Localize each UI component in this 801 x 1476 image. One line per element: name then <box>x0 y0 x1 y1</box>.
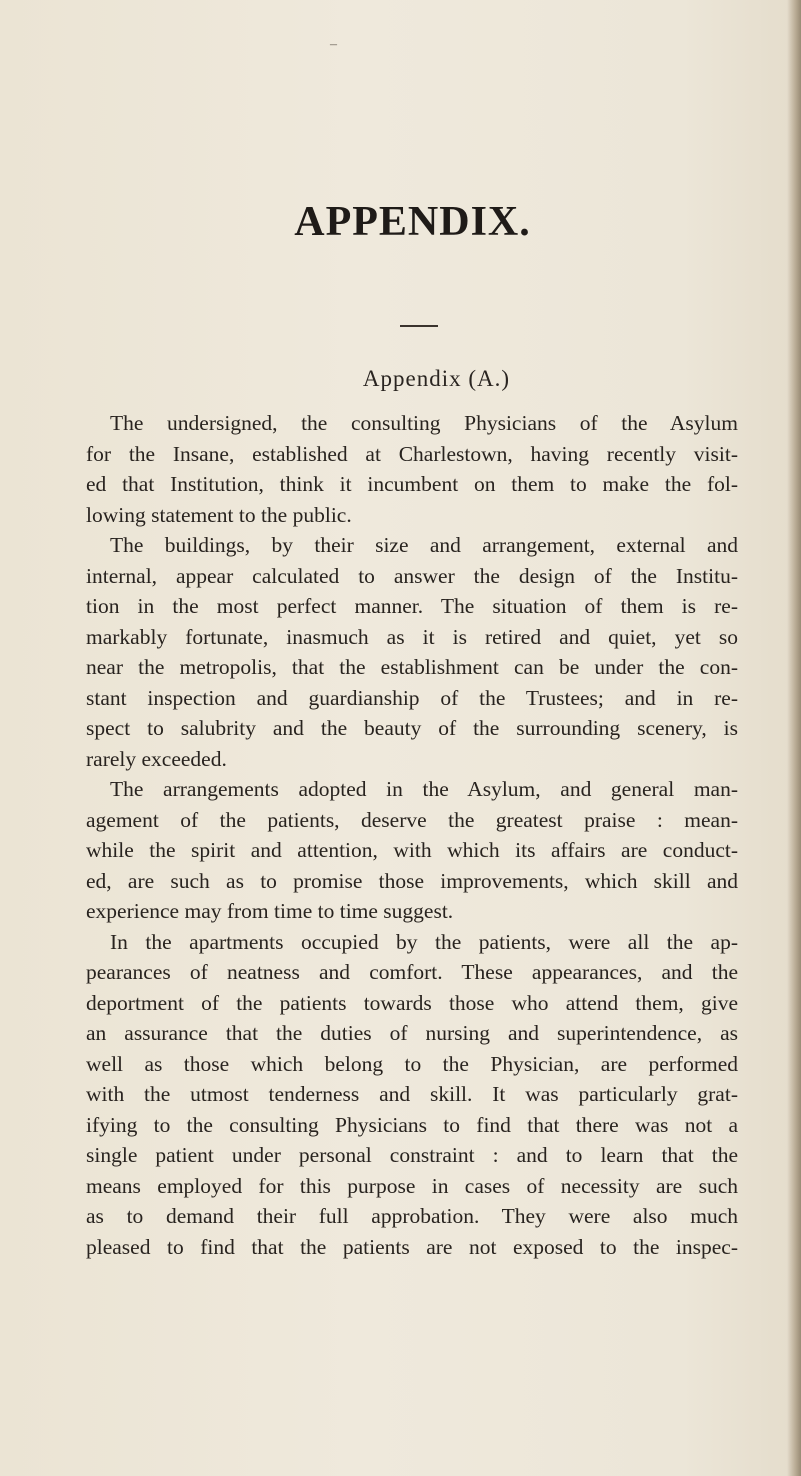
text-line: In the apartments occupied by the patients, were all the ap- <box>110 929 738 954</box>
text-line: means employed for this purpose in cases of necessity are such <box>86 1173 738 1198</box>
text-line: pearances of neatness and comfort. These appearances, and the <box>86 960 738 984</box>
text-line: agement of the patients, deserve the greatest praise : mean- <box>86 807 738 832</box>
body-text <box>86 408 738 1262</box>
text-line: The buildings, by their size and arrangement, external and <box>110 533 738 557</box>
text-line: tion in the most perfect manner. The situation of them is re- <box>86 594 738 618</box>
section-divider <box>400 325 438 327</box>
text-line: an assurance that the duties of nursing and superintendence, as <box>86 1021 738 1045</box>
text-line: The arrangements adopted in the Asylum, and general man- <box>110 777 738 801</box>
text-line: deportment of the patients towards those who attend them, give <box>86 990 738 1015</box>
text-line: The undersigned, the consulting Physicians of the Asylum <box>110 411 738 435</box>
text-line: ed, are such as to promise those improvements, which skill and <box>86 868 738 893</box>
text-line: for the Insane, established at Charlestown, having recently visit- <box>86 441 738 466</box>
text-line: experience may from time to time suggest. <box>86 899 454 923</box>
appendix-subheading: Appendix (A.) <box>362 366 511 391</box>
text-line: lowing statement to the public. <box>86 502 352 527</box>
text-line: rarely exceeded. <box>86 746 227 771</box>
text-line: spect to salubrity and the beauty of the surrounding scenery, is <box>86 716 738 740</box>
text-line: internal, appear calculated to answer the design of the Institu- <box>86 563 738 588</box>
page-heading: APPENDIX. <box>294 199 531 245</box>
text-line: ifying to the consulting Physicians to find that there was not a <box>86 1112 738 1137</box>
text-line: single patient under personal constraint : and to learn that the <box>86 1143 738 1167</box>
text-line: stant inspection and guardianship of the Trustees; and in re- <box>86 685 738 710</box>
text-line: well as those which belong to the Physician, are performed <box>86 1051 738 1076</box>
text-line: as to demand their full approbation. They were also much <box>86 1204 738 1228</box>
text-line: with the utmost tenderness and skill. It was particularly grat- <box>86 1082 738 1106</box>
text-line: pleased to find that the patients are not exposed to the inspec- <box>86 1234 738 1259</box>
text-line: while the spirit and attention, with which its affairs are conduct- <box>86 838 738 862</box>
text-line: markably fortunate, inasmuch as it is retired and quiet, yet so <box>86 624 738 649</box>
text-line: ed that Institution, think it incumbent on them to make the fol- <box>86 472 738 496</box>
top-mark: – <box>330 37 337 52</box>
text-line: near the metropolis, that the establishment can be under the con- <box>86 655 738 679</box>
